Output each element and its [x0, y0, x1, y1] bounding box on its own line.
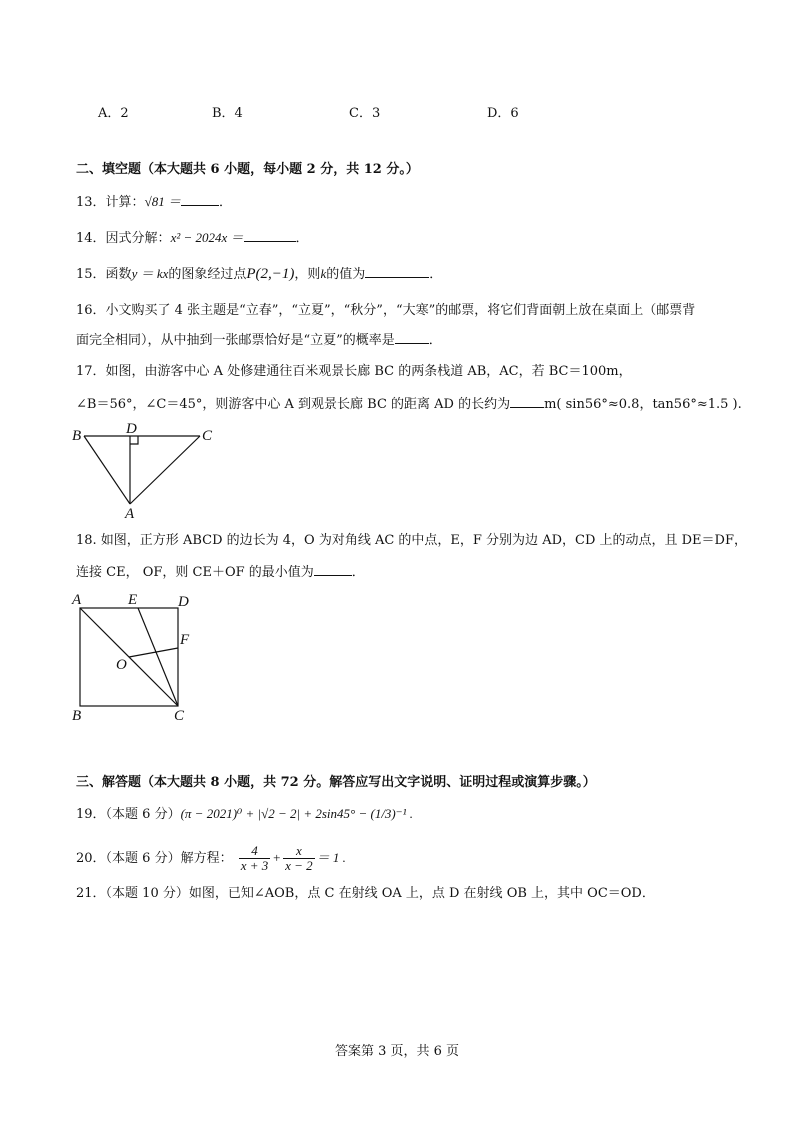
q20-fraction-1: [239, 844, 271, 873]
q20-tag: （本题 6 分）: [105, 851, 181, 866]
q16-suffix: ．: [428, 333, 442, 348]
question-20: [76, 840, 734, 877]
q15-text2: 的图象经过点: [168, 267, 247, 282]
question-16-line1: 16．小文购买了 4 张主题是“立春”，“立夏”，“秋分”，“大寒”的邮票，将它们背面朝上放在桌面上（邮票背: [76, 303, 696, 318]
label-c: C: [174, 708, 185, 724]
label-d: D: [126, 422, 137, 437]
q15-text3: ，则: [294, 267, 321, 282]
label-o: O: [116, 657, 127, 673]
segment-of: [129, 648, 178, 657]
question-14: [76, 227, 734, 249]
label-a: A: [125, 506, 135, 522]
question-13: [76, 191, 734, 213]
q13-answer-blank[interactable]: [181, 191, 219, 206]
q17-line2-text: ∠B＝56°，∠C＝45°，则游客中心 A 到观景长廊 BC 的距离 AD 的长约为: [76, 397, 511, 412]
q15-suffix: ．: [429, 267, 443, 282]
section2-header: 二、填空题（本大题共 6 小题，每小题 2 分，共 12 分。）: [76, 162, 419, 177]
question-18-line2: [76, 561, 734, 583]
label-f: F: [180, 632, 190, 648]
q13-expression: √81 ＝: [144, 194, 181, 209]
q15-k: k: [320, 266, 327, 281]
q14-answer-blank[interactable]: [244, 227, 296, 242]
q20-rhs: ＝ 1 .: [316, 850, 346, 865]
q15-text4: 的值为: [326, 267, 366, 282]
q17-triangle-figure: [68, 422, 228, 522]
q21-tag: （本题 10 分）: [105, 886, 189, 901]
q20-plus: +: [272, 850, 282, 865]
question-15: [76, 263, 734, 285]
q13-suffix: ．: [218, 195, 232, 210]
question-17-line1: 17．如图，由游客中心 A 处修建通往百米观景长廊 BC 的两条栈道 AB，AC，若 BC＝100m，: [76, 364, 632, 379]
page-footer: 答案第 3 页，共 6 页: [334, 1044, 460, 1059]
q16-line2-text: 面完全相同），从中抽到一张邮票恰好是“立夏”的概率是: [76, 333, 395, 348]
question-16-line2: [76, 329, 734, 351]
q13-prefix: 计算：: [105, 195, 145, 210]
q15-function: y ＝ kx: [131, 266, 169, 281]
q19-expression: (π − 2021)⁰ + |√2 − 2| + 2sin45° − (1/3)⁻¹ .: [180, 806, 414, 821]
q14-number: 14．: [76, 231, 106, 246]
q21-number: 21．: [76, 886, 106, 901]
q18-square-figure: [66, 588, 206, 724]
q15-text1: 函数: [105, 267, 132, 282]
option-a: A．2: [98, 106, 129, 121]
right-angle-mark: [130, 436, 138, 444]
option-d: D．6: [487, 106, 519, 121]
question-18-line1: 18. 如图，正方形 ABCD 的边长为 4，O 为对角线 AC 的中点，E，F 分别为边 AD，CD 上的动点，且 DE＝DF，: [76, 533, 747, 548]
label-b: B: [72, 428, 82, 444]
q20-fraction-1-numerator: 4: [239, 844, 271, 859]
q16-answer-blank[interactable]: [395, 329, 429, 344]
option-c: C．3: [349, 106, 381, 121]
label-e: E: [128, 592, 138, 608]
option-b: B．4: [212, 106, 243, 121]
question-17-line2: [76, 393, 742, 415]
question-21: [76, 884, 734, 904]
question-19: [76, 804, 734, 825]
segment-ab: [84, 436, 130, 504]
q20-number: 20．: [76, 851, 106, 866]
q20-fraction-2: [283, 844, 315, 873]
q15-number: 15．: [76, 267, 106, 282]
q14-expression: x² − 2024x ＝: [170, 230, 244, 245]
q21-text: 如图，已知∠AOB，点 C 在射线 OA 上，点 D 在射线 OB 上，其中 OC＝OD．: [188, 886, 655, 901]
q14-suffix: ．: [295, 231, 309, 246]
q20-fraction-2-denominator: x − 2: [285, 858, 313, 873]
label-d: D: [178, 594, 189, 610]
q20-fraction-2-numerator: x: [283, 844, 315, 859]
label-b: B: [72, 708, 82, 724]
q18-suffix: ．: [351, 565, 365, 580]
q19-tag: （本题 6 分）: [105, 807, 181, 822]
segment-ac: [130, 436, 200, 504]
label-c: C: [202, 428, 213, 444]
q20-fraction-1-denominator: x + 3: [240, 858, 269, 873]
section3-header: 三、解答题（本大题共 8 小题，共 72 分。解答应写出文字说明、证明过程或演算步骤。）: [76, 775, 596, 790]
q17-line2-suffix: m( sin56°≈0.8，tan56°≈1.5 ).: [544, 397, 742, 412]
segment-ce: [138, 608, 178, 706]
q18-answer-blank[interactable]: [314, 561, 352, 576]
label-a: A: [72, 592, 82, 608]
q20-text: 解方程：: [180, 851, 233, 866]
q15-answer-blank[interactable]: [365, 263, 429, 278]
q17-answer-blank[interactable]: [510, 393, 544, 408]
q15-point: P(2,−1): [246, 266, 295, 282]
q13-number: 13．: [76, 195, 106, 210]
q19-number: 19．: [76, 807, 106, 822]
q18-line2-text: 连接 CE， OF，则 CE＋OF 的最小值为: [76, 565, 314, 580]
q14-prefix: 因式分解：: [105, 231, 171, 246]
